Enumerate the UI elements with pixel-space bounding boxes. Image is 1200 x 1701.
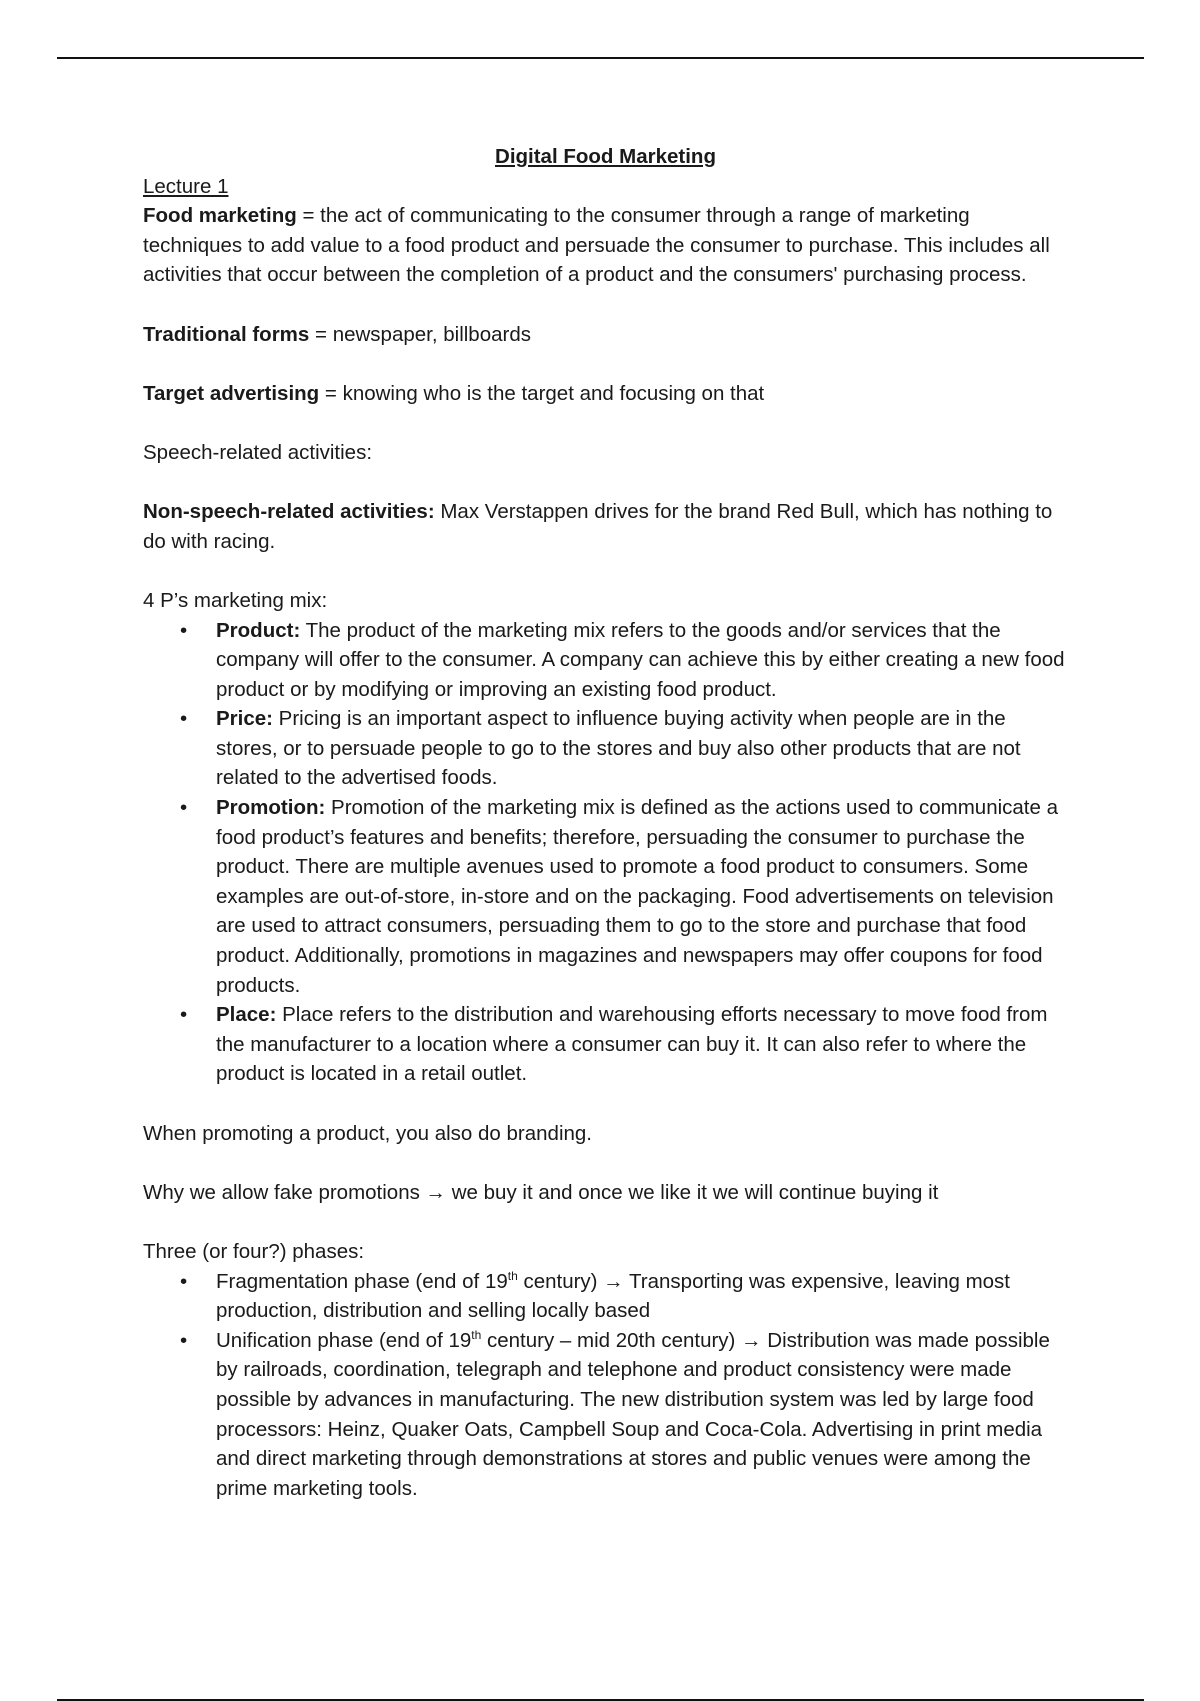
- list-item-text: Place refers to the distribution and warehousing efforts necessary to move food from the manufacturer to a location where a consumer can buy it. It can also refer to where the product is located in a retail outlet.: [216, 1003, 1048, 1086]
- bullet-icon: •: [180, 618, 188, 642]
- speech-related-activities: Speech-related activities:: [143, 440, 373, 464]
- traditional-forms-definition: [143, 320, 1068, 350]
- non-speech-related-definition: [143, 497, 1068, 556]
- definition-text: Max Verstappen drives for the brand Red Bull, which has nothing to do with racing.: [143, 500, 1053, 553]
- phase-text-start: Fragmentation phase (end of 19: [216, 1269, 508, 1293]
- header-rule: [57, 57, 1144, 59]
- list-item-text: Pricing is an important aspect to influence buying activity when people are in the stores, or to persuade people to go to the stores and buy also other products that are not related to the advertised foods.: [216, 707, 1021, 790]
- bullet-icon: •: [180, 1269, 188, 1293]
- list-item-term: Price:: [216, 707, 273, 731]
- list-item-term: Product:: [216, 618, 301, 642]
- target-advertising-definition: [143, 379, 1068, 409]
- superscript: th: [507, 1268, 518, 1283]
- list-item-text: Promotion of the marketing mix is defined as the actions used to communicate a food product’s features and benefits; therefore, persuading the consumer to purchase the product. There are multiple avenues used to promote a food product to consumers. Some examples are out-of-store, in-store and on the packaging. Food advertisements on television are used to attract consumers, persuading them to go to the store and purchase that food product. Additionally, promotions in magazines and newspapers may offer coupons for food products.: [216, 796, 1059, 997]
- phases-list: [143, 1267, 1068, 1504]
- definition-text: knowing who is the target and focusing on that: [342, 381, 765, 405]
- document-title: Digital Food Marketing: [495, 145, 716, 168]
- branding-note: When promoting a product, you also do branding.: [143, 1121, 592, 1145]
- bullet-icon: •: [180, 1003, 188, 1027]
- definition-separator: =: [309, 322, 333, 346]
- list-item: [143, 1267, 1068, 1326]
- food-marketing-definition: [143, 201, 1068, 290]
- definition-term: Traditional forms: [143, 322, 310, 346]
- document-body: [143, 142, 1068, 1503]
- phase-text-end: century) → Transporting was expensive, leaving most production, distribution and selling locally based: [216, 1269, 1010, 1323]
- list-item-term: Promotion:: [216, 796, 326, 820]
- superscript: th: [471, 1327, 482, 1342]
- list-item: [143, 1326, 1068, 1504]
- definition-term: Target advertising: [143, 381, 320, 405]
- phase-text-end: century – mid 20th century) → Distribution was made possible by railroads, coordination, telegraph and telephone and product consistency were made possible by advances in manufacturing. The new distribution system was led by large food processors: Heinz, Quaker Oats, Campbell Soup and Coca-Cola. Advertising in print media and direct marketing through demonstrations at stores and public venues were among the prime marketing tools.: [216, 1328, 1050, 1500]
- list-item: [143, 1000, 1068, 1089]
- bullet-icon: •: [180, 796, 188, 820]
- phase-text-start: Unification phase (end of 19: [216, 1328, 472, 1352]
- list-item: [143, 616, 1068, 705]
- list-item-term: Place:: [216, 1003, 277, 1027]
- bullet-icon: •: [180, 707, 188, 731]
- lecture-heading: Lecture 1: [143, 174, 229, 198]
- definition-separator: =: [296, 204, 321, 228]
- definition-term: Non-speech-related activities:: [143, 500, 435, 524]
- list-item-text: The product of the marketing mix refers to the goods and/or services that the company will offer to the consumer. A company can achieve this by either creating a new food product or by modifying or improving an existing food product.: [216, 618, 1065, 701]
- marketing-mix-heading: 4 P’s marketing mix:: [143, 588, 328, 612]
- definition-text: the act of communicating to the consumer through a range of marketing techniques to add value to a food product and persuade the consumer to purchase. This includes all activities that occur between the completion of a product and the consumers' purchasing process.: [143, 204, 1050, 287]
- definition-term: Food marketing: [143, 204, 297, 228]
- definition-separator: =: [319, 381, 343, 405]
- marketing-mix-list: [143, 616, 1068, 1090]
- phases-heading: Three (or four?) phases:: [143, 1239, 365, 1263]
- fake-promotions-note: Why we allow fake promotions → we buy it and once we like it we will continue buying it: [143, 1180, 939, 1204]
- definition-text: newspaper, billboards: [332, 322, 531, 346]
- bullet-icon: •: [180, 1328, 188, 1352]
- list-item: [143, 704, 1068, 793]
- list-item: [143, 793, 1068, 1000]
